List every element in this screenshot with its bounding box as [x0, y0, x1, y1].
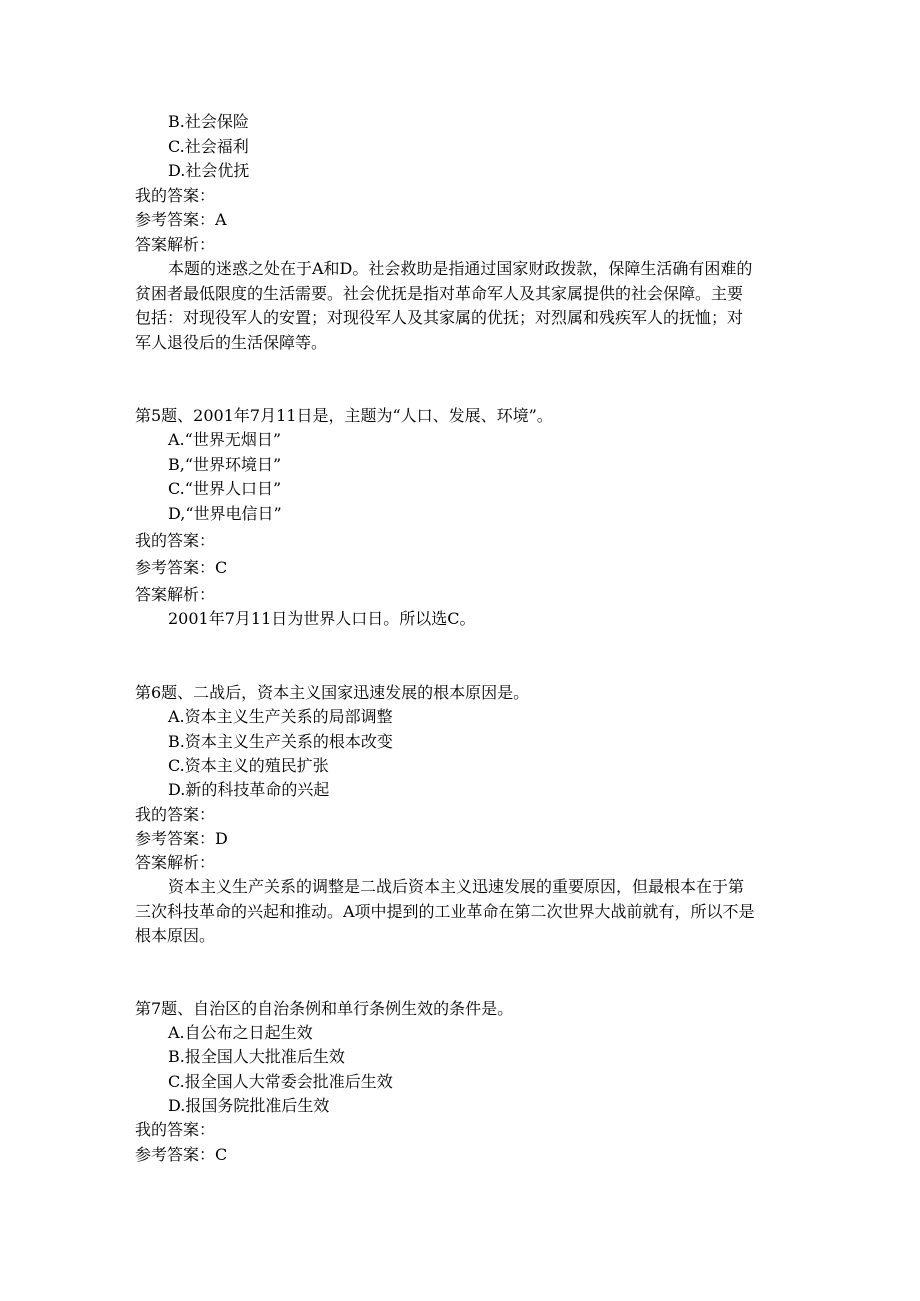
analysis-line: 三次科技革命的兴起和推动。A项中提到的工业革命在第二次世界大战前就有，所以不是: [135, 902, 755, 921]
analysis-line: 贫困者最低限度的生活需要。社会优抚是指对革命军人及其家属提供的社会保障。主要: [135, 284, 744, 303]
analysis-line: 2001年7月11日为世界人口日。所以选C。: [168, 609, 476, 628]
analysis-line: 军人退役后的生活保障等。: [135, 333, 328, 352]
analysis-label: 答案解析：: [135, 585, 216, 604]
option-a: A.自公布之日起生效: [168, 1023, 313, 1042]
analysis-line: 本题的迷惑之处在于A和D。社会救助是指通过国家财政拨款，保障生活确有困难的: [168, 259, 753, 278]
option-c: C.报全国人大常委会批准后生效: [168, 1072, 393, 1091]
my-answer-label: 我的答案：: [135, 805, 216, 824]
analysis-label: 答案解析：: [135, 235, 216, 254]
option-d: D.社会优抚: [168, 161, 250, 180]
option-c: C.“世界人口日”: [168, 479, 282, 498]
analysis-label: 答案解析：: [135, 853, 216, 872]
analysis-line: 根本原因。: [135, 926, 216, 945]
my-answer-label: 我的答案：: [135, 531, 216, 550]
option-d: D.新的科技革命的兴起: [168, 780, 330, 799]
question-stem: 第6题、二战后，资本主义国家迅速发展的根本原因是。: [135, 683, 530, 702]
option-c: C.社会福利: [168, 137, 249, 156]
option-d: D.报国务院批准后生效: [168, 1096, 330, 1115]
reference-answer: 参考答案：D: [135, 829, 228, 848]
reference-answer: 参考答案：C: [135, 1145, 228, 1164]
question-stem: 第5题、2001年7月11日是，主题为“人口、发展、环境”。: [135, 406, 553, 425]
reference-answer: 参考答案：C: [135, 558, 228, 577]
option-b: B.报全国人大批准后生效: [168, 1047, 345, 1066]
option-b: B.资本主义生产关系的根本改变: [168, 732, 393, 751]
option-d: D,“世界电信日”: [168, 504, 282, 523]
option-b: B.社会保险: [168, 112, 249, 131]
my-answer-label: 我的答案：: [135, 186, 216, 205]
my-answer-label: 我的答案：: [135, 1120, 216, 1139]
analysis-line: 包括：对现役军人的安置；对现役军人及其家属的优抚；对烈属和残疾军人的抚恤；对: [135, 308, 744, 327]
option-c: C.资本主义的殖民扩张: [168, 756, 329, 775]
option-a: A.资本主义生产关系的局部调整: [168, 707, 393, 726]
option-b: B,“世界环境日”: [168, 455, 282, 474]
reference-answer: 参考答案：A: [135, 210, 227, 229]
question-stem: 第7题、自治区的自治条例和单行条例生效的条件是。: [135, 999, 514, 1018]
option-a: A.“世界无烟日”: [168, 430, 282, 449]
analysis-line: 资本主义生产关系的调整是二战后资本主义迅速发展的重要原因，但最根本在于第: [168, 877, 745, 896]
